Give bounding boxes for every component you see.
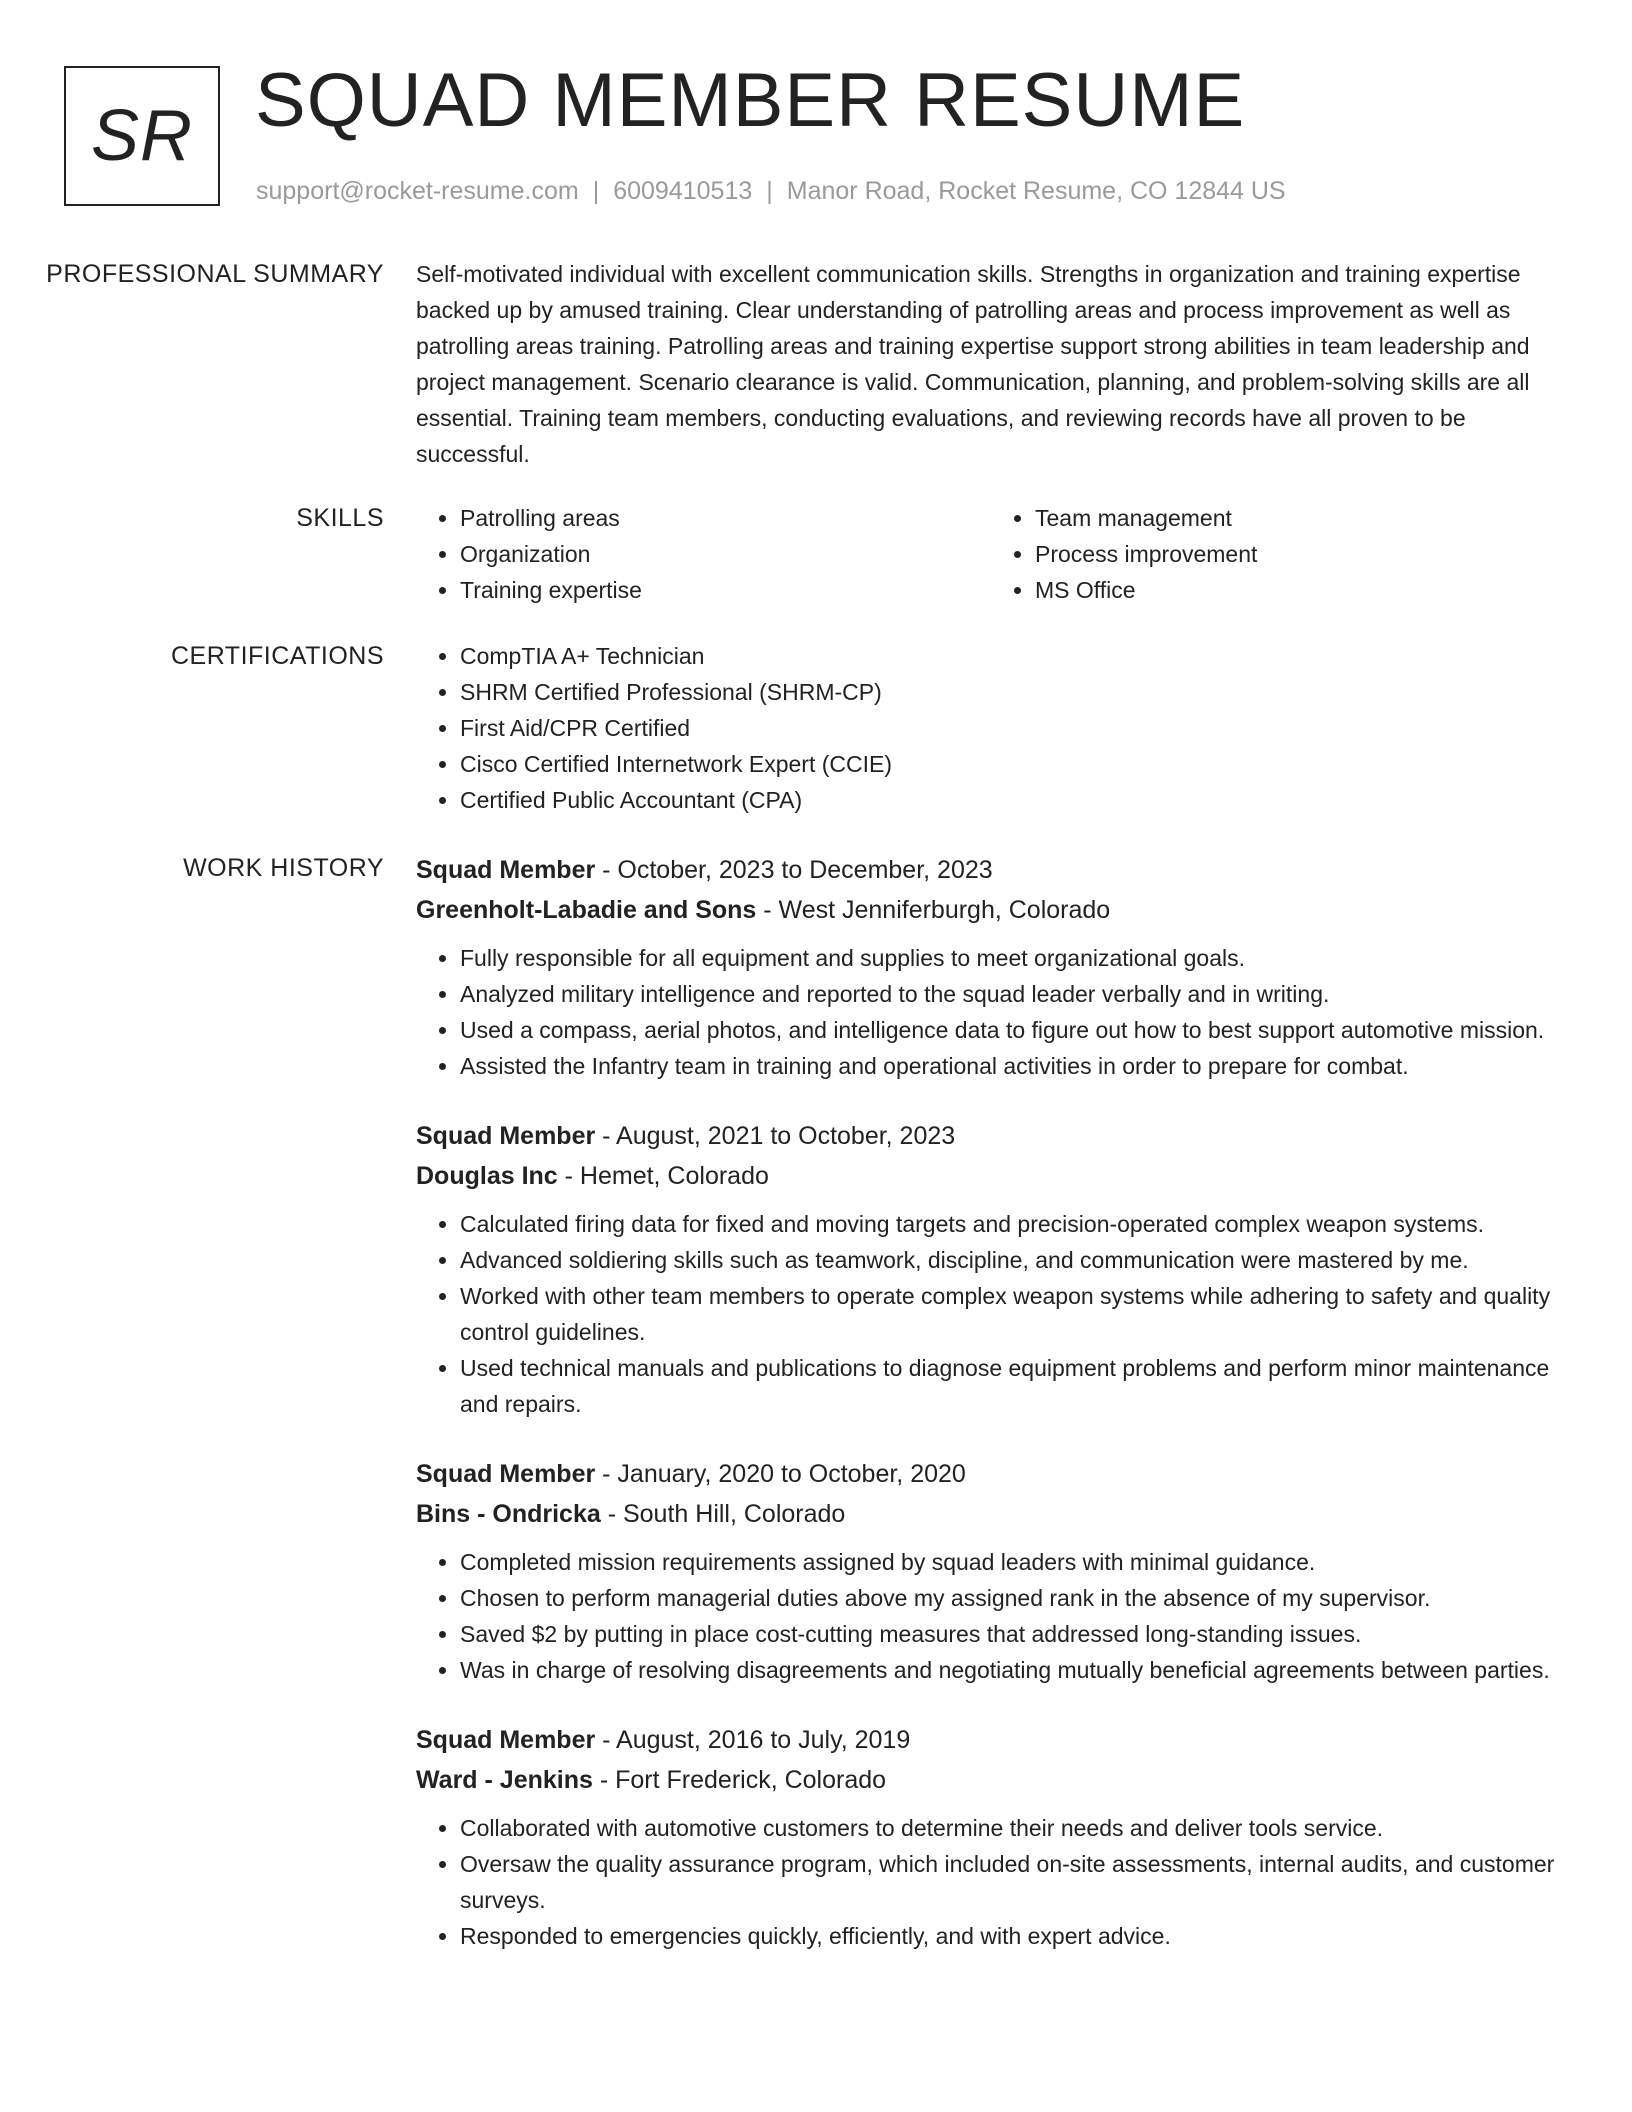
job-company: Bins - Ondricka [416,1500,601,1528]
job-title: Squad Member [416,1726,596,1754]
job-bullet: • Oversaw the quality assurance program, which included on-site assessments, internal audits, and customer surveys. [460,1846,1566,1918]
job-bullets [416,1544,1566,1688]
job-bullet: • Analyzed military intelligence and reported to the squad leader verbally and in writing. [460,976,1566,1012]
summary-label: PROFESSIONAL SUMMARY [46,260,384,288]
skills-label: SKILLS [296,504,384,532]
job-bullets [416,940,1566,1084]
job-dates: - August, 2016 to July, 2019 [595,1726,911,1754]
job-company-line [416,1156,1566,1196]
job-company: Greenholt-Labadie and Sons [416,896,757,924]
job-company-line [416,890,1566,930]
skill-item: • Training expertise [460,572,991,608]
job-dates: - August, 2021 to October, 2023 [595,1122,956,1150]
job-company: Douglas Inc [416,1162,558,1190]
resume-sections [0,256,1632,1986]
job-location: - South Hill, Colorado [600,1500,846,1528]
contact-separator: | [592,177,600,205]
job-bullet: • Completed mission requirements assigned by squad leaders with minimal guidance. [460,1544,1566,1580]
job-entry [416,1454,1566,1688]
skills-body [416,500,1566,608]
job-location: - Hemet, Colorado [557,1162,769,1190]
job-location: - West Jenniferburgh, Colorado [756,896,1111,924]
work-history-section [0,850,1632,1986]
contact-separator: | [766,177,773,205]
certifications-section [0,638,1632,818]
resume-title: SQUAD MEMBER RESUME [255,58,1246,143]
job-company: Ward - Jenkins [416,1766,593,1794]
contact-address: Manor Road, Rocket Resume, CO 12844 US [786,177,1286,205]
certification-item: • SHRM Certified Professional (SHRM-CP) [460,674,1566,710]
job-bullet: • Used technical manuals and publications to diagnose equipment problems and perform minor maintenance and repairs. [460,1350,1566,1422]
contact-email: support@rocket-resume.com [256,177,579,205]
certifications-body [416,638,1566,818]
job-title: Squad Member [416,1460,596,1488]
job-bullet: • Was in charge of resolving disagreements and negotiating mutually beneficial agreements between parties. [460,1652,1566,1688]
work-history-label: WORK HISTORY [183,854,384,882]
job-company-line [416,1494,1566,1534]
skills-list-col2 [991,500,1566,608]
monogram-box: SR [64,66,220,206]
job-dates: - January, 2020 to October, 2020 [595,1460,966,1488]
work-history-body [416,850,1566,1986]
job-company-line [416,1760,1566,1800]
job-bullet: • Chosen to perform managerial duties above my assigned rank in the absence of my supervisor. [460,1580,1566,1616]
job-title: Squad Member [416,1122,596,1150]
job-bullet: • Worked with other team members to operate complex weapon systems while adhering to safety and quality control guidelines. [460,1278,1566,1350]
job-title: Squad Member [416,856,596,884]
summary-body [416,256,1566,472]
skill-item: • Process improvement [1035,536,1566,572]
certification-item: • Certified Public Accountant (CPA) [460,782,1566,818]
job-title-line [416,1454,1566,1494]
skills-section [0,500,1632,608]
job-dates: - October, 2023 to December, 2023 [595,856,993,884]
job-title-line [416,1720,1566,1760]
contact-line [256,174,1286,208]
job-bullet: • Responded to emergencies quickly, efficiently, and with expert advice. [460,1918,1566,1954]
job-bullet: • Fully responsible for all equipment and supplies to meet organizational goals. [460,940,1566,976]
contact-phone: 6009410513 [613,177,753,205]
certifications-label: CERTIFICATIONS [170,642,384,670]
job-bullets [416,1810,1566,1954]
job-title-line [416,1116,1566,1156]
job-entry [416,1116,1566,1422]
certification-item: • First Aid/CPR Certified [460,710,1566,746]
skills-list-col1 [416,500,991,608]
certification-item: • Cisco Certified Internetwork Expert (CCIE) [460,746,1566,782]
job-bullet: • Assisted the Infantry team in training and operational activities in order to prepare for combat. [460,1048,1566,1084]
skill-item: • Team management [1035,500,1566,536]
job-bullet: • Calculated firing data for fixed and moving targets and precision-operated complex weapon systems. [460,1206,1566,1242]
job-bullet: • Saved $2 by putting in place cost-cutting measures that addressed long-standing issues. [460,1616,1566,1652]
certifications-list [416,638,1566,818]
skill-item: • Patrolling areas [460,500,991,536]
job-bullet: • Used a compass, aerial photos, and intelligence data to figure out how to best support automotive mission. [460,1012,1566,1048]
summary-text: Self-motivated individual with excellent communication skills. Strengths in organization and training expertise backed up by amused training. Clear understanding of patrolling areas and process improvement as well as patrolling areas training. Patrolling areas and training expertise support strong abilities in team leadership and project management. Scenario clearance is valid. Communication, planning, and problem-solving skills are all essential. Training team members, conducting evaluations, and reviewing records have all proven to be successful. [416,261,1530,467]
job-entry [416,850,1566,1084]
job-bullets [416,1206,1566,1422]
summary-section [0,256,1632,472]
job-title-line [416,850,1566,890]
job-entry [416,1720,1566,1954]
job-bullet: • Advanced soldiering skills such as teamwork, discipline, and communication were mastered by me. [460,1242,1566,1278]
skill-item: • Organization [460,536,991,572]
job-location: - Fort Frederick, Colorado [592,1766,887,1794]
skill-item: • MS Office [1035,572,1566,608]
job-bullet: • Collaborated with automotive customers to determine their needs and deliver tools service. [460,1810,1566,1846]
certification-item: • CompTIA A+ Technician [460,638,1566,674]
